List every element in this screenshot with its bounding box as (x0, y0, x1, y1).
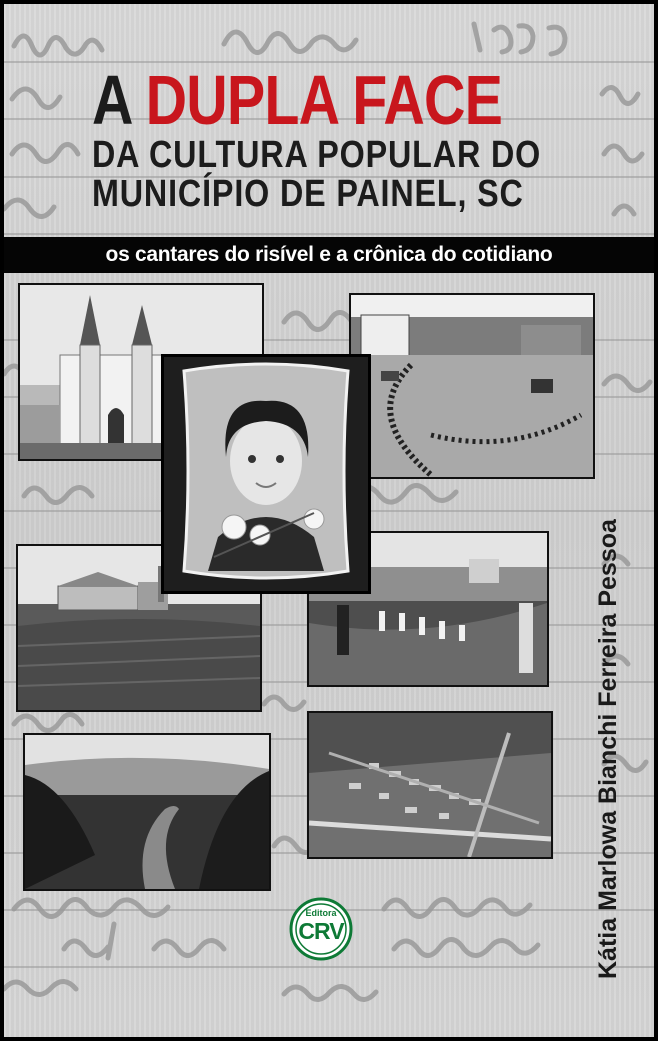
title-line-2: DA CULTURA POPULAR DO (92, 134, 542, 176)
book-cover (4, 4, 654, 1037)
photo-aerial-town (307, 711, 553, 859)
publisher-label: Editora (305, 908, 337, 918)
photo-portrait (161, 354, 371, 594)
title-part-dupla-face: DUPLA FACE (145, 61, 503, 139)
photo-road (23, 733, 271, 891)
publisher-logo (289, 897, 353, 961)
photo-procession (349, 293, 595, 479)
main-title (92, 61, 518, 139)
subtitle-band (4, 237, 654, 273)
title-line-3: MUNICÍPIO DE PAINEL, SC (92, 173, 524, 215)
publisher-name: CRV (298, 918, 344, 944)
title-part-a: A (92, 61, 131, 139)
subtitle: os cantares do risível e a crônica do cotidiano (105, 243, 553, 266)
author-name: Kátia Marlowa Bianchi Ferreira Pessoa (594, 519, 622, 979)
title-block (92, 61, 612, 215)
